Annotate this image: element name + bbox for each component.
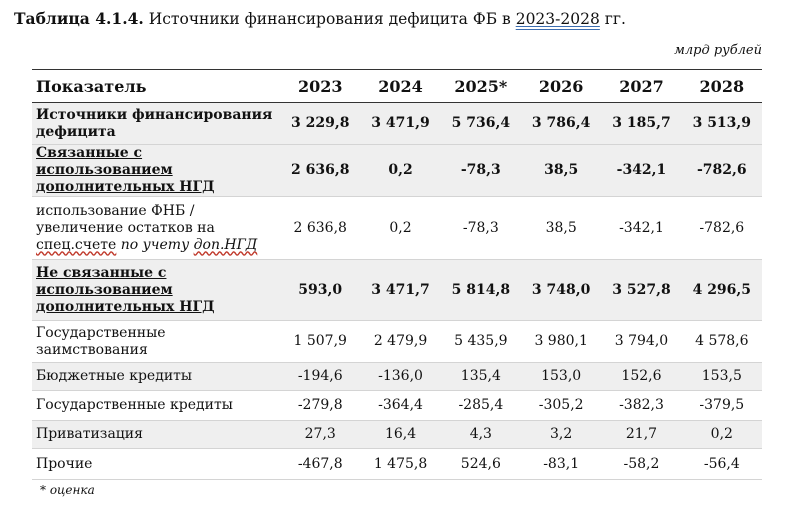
cell-value: 16,4 <box>384 426 417 442</box>
cell-value: 2 636,8 <box>290 162 350 178</box>
header-year: 2024 <box>378 76 423 96</box>
header-year: 2026 <box>538 76 584 96</box>
header-year: 2027 <box>619 76 664 96</box>
cell-value: -342,1 <box>619 219 664 236</box>
cell-value: -83,1 <box>543 455 580 472</box>
row-label-italic-spelling: доп.НГД <box>193 236 258 253</box>
cell-value: 0,2 <box>389 219 412 236</box>
table-row-nwf <box>32 197 762 260</box>
cell-value: -364,4 <box>378 397 423 413</box>
cell-value: 1 507,9 <box>293 333 347 349</box>
row-label: Приватизация <box>36 426 143 442</box>
table-row-related <box>32 145 762 197</box>
cell-value: 2 636,8 <box>293 219 347 236</box>
cell-value: 5 736,4 <box>451 115 511 131</box>
table-row-total <box>32 103 762 145</box>
row-label: Государственные заимствования <box>36 324 166 358</box>
row-label-italic: по учету <box>116 236 194 253</box>
cell-value: -342,1 <box>616 162 667 178</box>
cell-value: 593,0 <box>298 281 343 298</box>
cell-value: 3 748,0 <box>531 281 591 298</box>
header-year: 2023 <box>297 76 343 96</box>
table-row-other <box>32 449 762 480</box>
cell-value: -467,8 <box>297 455 343 472</box>
cell-value: -782,6 <box>699 219 745 236</box>
cell-value: 27,3 <box>304 426 336 442</box>
cell-value: 5 435,9 <box>454 333 508 349</box>
table-row-privatization <box>32 421 762 449</box>
header-year: 2028 <box>699 76 745 96</box>
table-row-borrowing <box>32 321 762 363</box>
cell-value: 5 814,8 <box>451 281 511 298</box>
cell-value: 3,2 <box>550 426 573 442</box>
cell-value: 3 980,1 <box>534 333 588 349</box>
title-text: Источники финансирования дефицита ФБ в <box>143 10 516 28</box>
cell-value: -56,4 <box>703 455 740 472</box>
cell-value: 3 471,9 <box>371 115 430 131</box>
row-label: Источники финансирования дефицита <box>36 106 273 140</box>
row-label-spelling: спец.счете <box>36 236 117 253</box>
header-indicator: Показатель <box>36 76 147 96</box>
title-suffix: гг. <box>599 10 626 28</box>
cell-value: 4 296,5 <box>692 281 752 298</box>
cell-value: 0,2 <box>710 426 733 442</box>
cell-value: -285,4 <box>458 397 504 413</box>
row-label <box>32 197 280 260</box>
cell-value: 38,5 <box>544 162 579 178</box>
row-label: Не связанные с использованием дополнительных НГД <box>36 264 215 315</box>
header-row <box>32 70 762 103</box>
cell-value: -305,2 <box>538 397 584 413</box>
header-year: 2025* <box>454 76 508 96</box>
cell-value: -279,8 <box>297 397 343 413</box>
cell-value: -382,3 <box>619 397 664 413</box>
row-label: Государственные кредиты <box>36 397 233 413</box>
cell-value: 3 185,7 <box>612 115 671 131</box>
row-label: Прочие <box>36 455 93 472</box>
cell-value: 3 471,7 <box>371 281 430 298</box>
cell-value: 3 229,8 <box>290 115 350 131</box>
table-number: Таблица 4.1.4. <box>14 9 144 28</box>
cell-value: -58,2 <box>623 455 660 472</box>
cell-value: 152,6 <box>621 368 662 384</box>
title-years-link[interactable]: 2023-2028 <box>515 10 600 28</box>
row-label-main: использование ФНБ / увеличение остатков на <box>36 202 215 236</box>
table-title <box>14 9 626 28</box>
cell-value: 3 513,9 <box>692 115 752 131</box>
cell-value: 4,3 <box>469 426 492 442</box>
cell-value: -194,6 <box>297 368 343 384</box>
cell-value: -78,3 <box>460 162 501 178</box>
cell-value: 153,0 <box>541 368 582 384</box>
cell-value: 153,5 <box>701 368 742 384</box>
cell-value: -136,0 <box>378 368 423 384</box>
cell-value: 2 479,9 <box>373 333 428 349</box>
cell-value: 38,5 <box>545 219 577 236</box>
cell-value: -379,5 <box>699 397 745 413</box>
cell-value: 524,6 <box>460 455 501 472</box>
cell-value: 135,4 <box>460 368 501 384</box>
unit-label: млрд рублей <box>674 43 762 58</box>
cell-value: -78,3 <box>462 219 499 236</box>
table-row-unrelated <box>32 260 762 321</box>
footnote: * оценка <box>40 483 95 497</box>
row-label: Связанные с использованием дополнительных НГД <box>36 145 215 195</box>
cell-value: 0,2 <box>388 162 413 178</box>
row-label: Бюджетные кредиты <box>36 368 193 384</box>
cell-value: 21,7 <box>625 426 658 442</box>
cell-value: 1 475,8 <box>373 455 428 472</box>
cell-value: -782,6 <box>696 162 747 178</box>
cell-value: 3 527,8 <box>612 281 671 298</box>
cell-value: 3 786,4 <box>531 115 591 131</box>
table-row-state-credits <box>32 391 762 421</box>
cell-value: 4 578,6 <box>695 333 749 349</box>
cell-value: 3 794,0 <box>614 333 669 349</box>
table-row-budget-credits <box>32 363 762 391</box>
financing-table <box>32 69 762 480</box>
